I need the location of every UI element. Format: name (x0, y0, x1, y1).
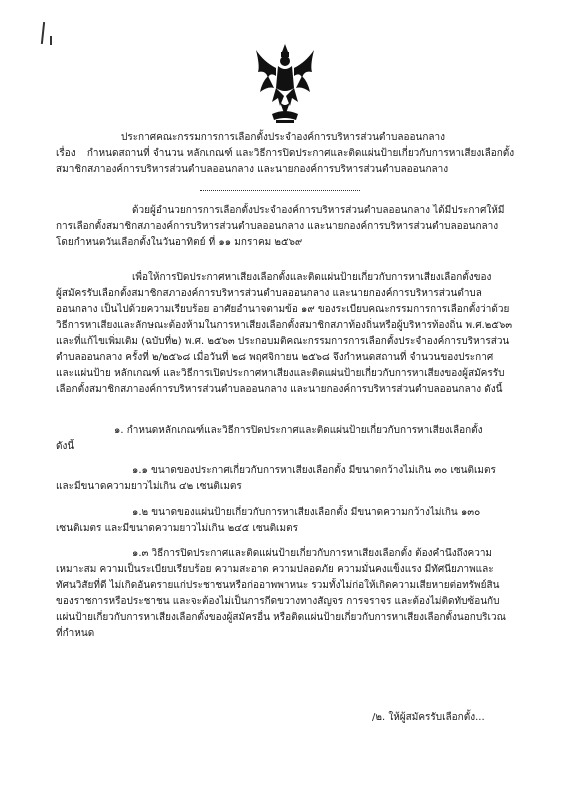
text-line: ดังนี้ (56, 441, 75, 452)
announcement-title-block (0, 130, 566, 146)
subject-text-1: กำหนดสถานที่ จำนวน หลักเกณฑ์ และวิธีการปิดประกาศและติดแผ่นป้ายเกี่ยวกับการหาเสียงเลือกตั้ง (86, 148, 515, 159)
subject-line (56, 146, 536, 162)
clause-1-1 (56, 463, 532, 495)
garuda-emblem-icon (254, 42, 316, 126)
text-line: ผู้สมัครรับเลือกตั้งสมาชิกสภาองค์การบริหารส่วนตำบลออนกลาง และนายกองค์การบริหารส่วนตำบล (56, 288, 482, 299)
pen-mark (41, 22, 45, 44)
text-line: ด้วยผู้อำนวยการการเลือกตั้งประจำองค์การบริหารส่วนตำบลออนกลาง ได้มีประกาศให้มี (132, 205, 505, 216)
text-line: เพื่อให้การปิดประกาศหาเสียงเลือกตั้งและติดแผ่นป้ายเกี่ยวกับการหาเสียงเลือกตั้งของ (132, 272, 492, 283)
text-line: ตำบลออนกลาง ครั้งที่ ๒/๒๕๖๘ เมื่อวันที่ ๒๘ พฤศจิกายน ๒๕๖๘ จึงกำหนดสถานที่ จำนวนของประกาศ (56, 352, 494, 363)
clause-1 (56, 423, 532, 455)
text-line: วิธีการหาเสียงและลักษณะต้องห้ามในการหาเสียงเลือกตั้งสมาชิกสภาท้องถิ่นหรือผู้บริหารท้องถิ่น พ.ศ.๒๕๖๓ (56, 320, 513, 331)
text-line: เซนติเมตร และมีขนาดความยาวไม่เกิน ๒๔๕ เซนติเมตร (56, 523, 298, 534)
divider (200, 190, 360, 191)
text-line: ทัศนวิสัยที่ดี ไม่เกิดอันตรายแก่ประชาชนหรือก่ออาพพาหนะ รวมทั้งไม่ก่อให้เกิดความเสียหายต่อทรัพย์สิน (56, 580, 500, 591)
subject-label: เรื่อง (56, 148, 76, 159)
text-line: ที่กำหนด (56, 628, 95, 639)
text-line: ๑.๓ วิธีการปิดประกาศและติดแผ่นป้ายเกี่ยวกับการหาเสียงเลือกตั้ง ต้องคำนึงถึงความ (132, 548, 493, 559)
clause-1-3 (56, 546, 532, 642)
paragraph-purpose (56, 270, 532, 398)
text-line: และมีขนาดความยาวไม่เกิน ๔๒ เซนติเมตร (56, 481, 242, 492)
pen-mark (50, 36, 52, 45)
subject-block (56, 146, 536, 178)
subject-line (56, 162, 536, 178)
text-line: ๑.๒ ขนาดของแผ่นป้ายเกี่ยวกับการหาเสียงเลือกตั้ง มีขนาดความกว้างไม่เกิน ๑๓๐ (132, 507, 481, 518)
text-line: แผ่นป้ายเกี่ยวกับการหาเสียงเลือกตั้งของผู้สมัครอื่น หรือติดแผ่นป้ายเกี่ยวกับการหาเสียงเลือกตั้งนอกบริเวณ (56, 612, 506, 623)
text-line: โดยกำหนดวันเลือกตั้งในวันอาทิตย์ ที่ ๑๑ มกราคม ๒๕๖๙ (56, 237, 303, 248)
text-line: ๑. กำหนดหลักเกณฑ์และวิธีการปิดประกาศและติดแผ่นป้ายเกี่ยวกับการหาเสียงเลือกตั้ง (114, 425, 483, 436)
text-line: เหมาะสม ความเป็นระเบียบเรียบร้อย ความสะอาด ความปลอดภัย ความมั่นคงแข็งแรง มีทัศนียภาพและ (56, 564, 494, 575)
announcement-title: ประกาศคณะกรรมการการเลือกตั้งประจำองค์การบริหารส่วนตำบลออนกลาง (120, 132, 446, 143)
text-line: ๑.๑ ขนาดของประกาศเกี่ยวกับการหาเสียงเลือกตั้ง มีขนาดกว้างไม่เกิน ๓๐ เซนติเมตร (132, 465, 496, 476)
subject-text-2: สมาชิกสภาองค์การบริหารส่วนตำบลออนกลาง และนายกองค์การบริหารส่วนตำบลออนกลาง (56, 164, 449, 175)
clause-1-2 (56, 505, 532, 537)
text-line: เลือกตั้งสมาชิกสภาองค์การบริหารส่วนตำบลออนกลาง และนายกองค์การบริหารส่วนตำบลออนกลาง ดังนี้ (56, 384, 503, 395)
paragraph-intro (56, 203, 532, 251)
text-line: และที่แก้ไขเพิ่มเติม (ฉบับที่๒) พ.ศ. ๒๕๖๓ ประกอบมติคณะกรรมการการเลือกตั้งประจำองค์การบริหารส่วน (56, 336, 510, 347)
text-line: ออนกลาง เป็นไปด้วยความเรียบร้อย อาศัยอำนาจตามข้อ ๑๙ ของระเบียบคณะกรรมการการเลือกตั้งว่าด้วย (56, 304, 510, 315)
text-line: ของราชการหรือประชาชน และจะต้องไม่เป็นการกีดขวางทางสัญจร การจราจร และต้องไม่ติดทับซ้อนกับ (56, 596, 500, 607)
text-line: การเลือกตั้งสมาชิกสภาองค์การบริหารส่วนตำบลออนกลาง และนายกองค์การบริหารส่วนตำบลออนกลาง (56, 221, 499, 232)
continuation-note: /๒. ให้ผู้สมัครรับเลือกตั้ง... (372, 712, 485, 723)
text-line: และแผ่นป้าย หลักเกณฑ์ และวิธีการเปิดประกาศหาเสียงและติดแผ่นป้ายเกี่ยวกับการหาเสียงของผู้สมัครรับ (56, 368, 505, 379)
